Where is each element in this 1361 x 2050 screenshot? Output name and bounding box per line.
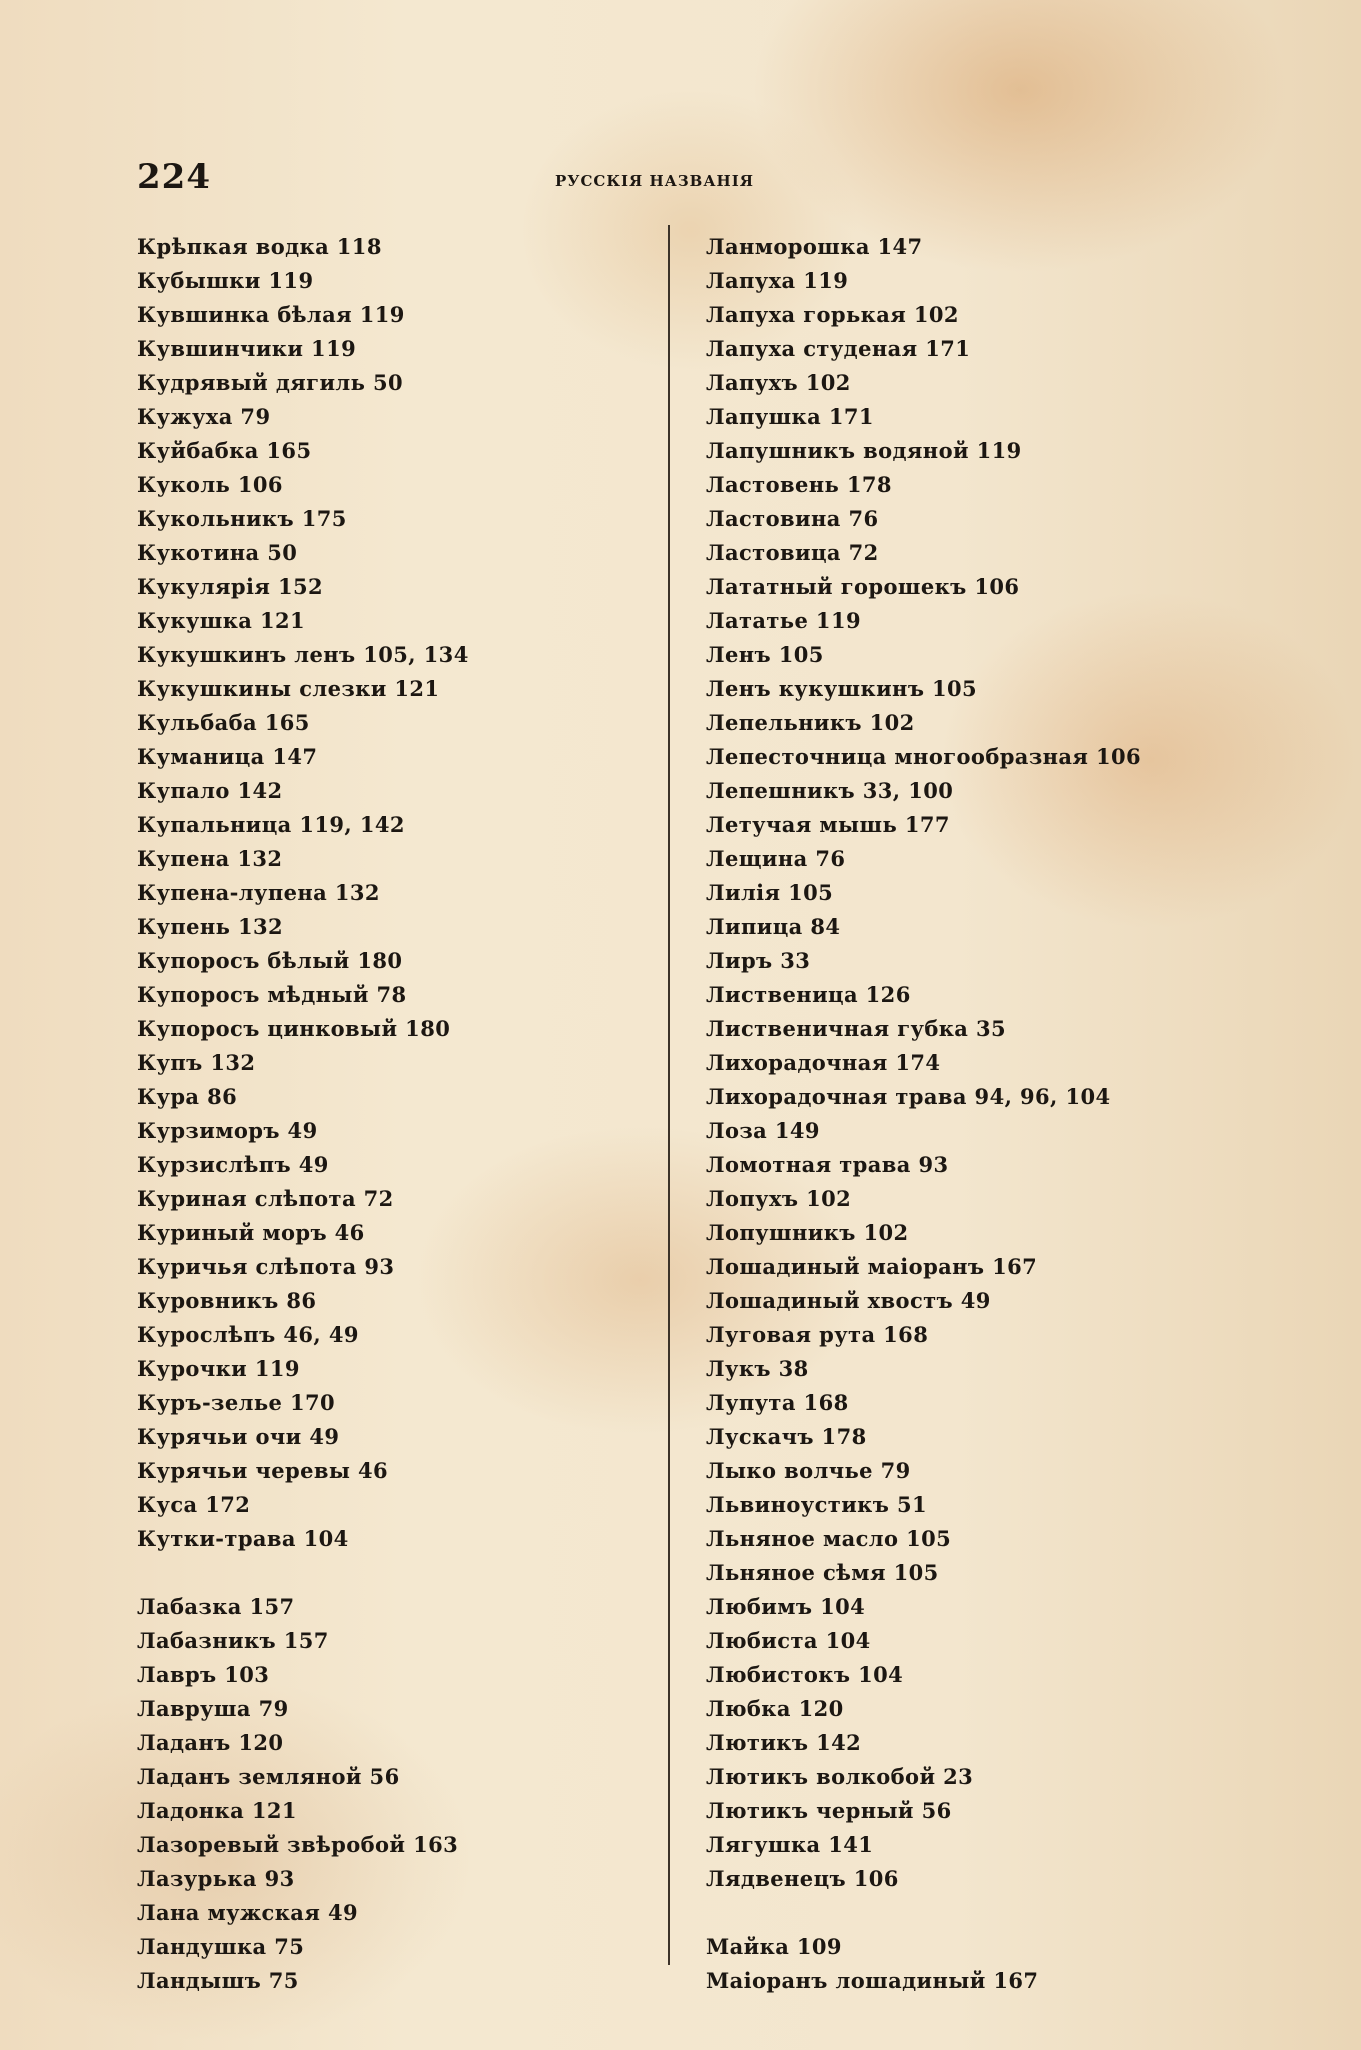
index-entry: Лютикъ волкобой 23 [706, 1764, 974, 1789]
index-entry: Кувшинка бѣлая 119 [137, 302, 405, 327]
index-entry: Кукулярія 152 [137, 574, 323, 599]
index-entry: Лускачъ 178 [706, 1424, 867, 1449]
index-entry: Ломотная трава 93 [706, 1152, 949, 1177]
index-entry: Лютикъ черный 56 [706, 1798, 952, 1823]
index-entry: Купень 132 [137, 914, 284, 939]
index-entry: Купоросъ бѣлый 180 [137, 948, 403, 973]
index-entry: Лошадиный маіоранъ 167 [706, 1254, 1038, 1279]
index-entry: Лабазникъ 157 [137, 1628, 329, 1653]
index-entry: Ландышъ 75 [137, 1968, 299, 1993]
index-entry: Крѣпкая водка 118 [137, 234, 382, 259]
index-entry: Купоросъ мѣдный 78 [137, 982, 407, 1007]
index-entry: Купена 132 [137, 846, 283, 871]
index-entry: Лупута 168 [706, 1390, 849, 1415]
index-entry: Лапуха горькая 102 [706, 302, 959, 327]
column-divider [668, 225, 670, 1965]
index-entry: Ладанъ 120 [137, 1730, 284, 1755]
index-entry: Ленъ кукушкинъ 105 [706, 676, 978, 701]
index-entry: Купена-лупена 132 [137, 880, 380, 905]
index-entry: Кукушкинъ ленъ 105, 134 [137, 642, 469, 667]
index-entry: Куричья слѣпота 93 [137, 1254, 395, 1279]
index-entry: Любимъ 104 [706, 1594, 866, 1619]
index-entry: Лавруша 79 [137, 1696, 289, 1721]
index-entry: Курзиморъ 49 [137, 1118, 318, 1143]
index-entry: Куровникъ 86 [137, 1288, 317, 1313]
index-entry: Кудрявый дягиль 50 [137, 370, 404, 395]
index-entry: Ладонка 121 [137, 1798, 297, 1823]
index-entry: Купоросъ цинковый 180 [137, 1016, 451, 1041]
index-entry: Ландушка 75 [137, 1934, 305, 1959]
index-entry: Лапушка 171 [706, 404, 874, 429]
index-entry: Лютикъ 142 [706, 1730, 862, 1755]
index-entry: Кутки-трава 104 [137, 1526, 349, 1551]
index-entry: Курячьи черевы 46 [137, 1458, 389, 1483]
index-entry: Лилія 105 [706, 880, 834, 905]
index-entry: Купъ 132 [137, 1050, 256, 1075]
index-entry: Куйбабка 165 [137, 438, 312, 463]
index-entry: Кукотина 50 [137, 540, 298, 565]
index-entry: Лыко волчье 79 [706, 1458, 911, 1483]
index-entry: Куса 172 [137, 1492, 251, 1517]
index-entry: Маіоранъ лошадиный 167 [706, 1968, 1039, 1993]
index-entry: Купало 142 [137, 778, 283, 803]
index-entry: Лана мужская 49 [137, 1900, 358, 1925]
index-entry: Лепесточница многообразная 106 [706, 744, 1142, 769]
index-entry: Лопушникъ 102 [706, 1220, 909, 1245]
index-entry: Лепешникъ 33, 100 [706, 778, 954, 803]
index-entry: Кукушкины слезки 121 [137, 676, 440, 701]
index-entry: Лукъ 38 [706, 1356, 809, 1381]
index-entry: Купальница 119, 142 [137, 812, 405, 837]
index-entry: Лоза 149 [706, 1118, 820, 1143]
index-entry: Лапуха студеная 171 [706, 336, 971, 361]
index-entry: Кульбаба 165 [137, 710, 310, 735]
index-entry: Львиноустикъ 51 [706, 1492, 927, 1517]
index-entry: Лазоревый звѣробой 163 [137, 1832, 459, 1857]
index-column-left [137, 230, 657, 1998]
index-entry: Курочки 119 [137, 1356, 300, 1381]
index-entry: Кура 86 [137, 1084, 238, 1109]
index-entry: Кужуха 79 [137, 404, 271, 429]
index-entry: Кукушка 121 [137, 608, 306, 633]
index-entry: Ленъ 105 [706, 642, 824, 667]
index-entry: Кукольникъ 175 [137, 506, 347, 531]
index-entry: Любка 120 [706, 1696, 844, 1721]
index-entry: Лиственица 126 [706, 982, 911, 1007]
page-number: 224 [137, 157, 211, 197]
section-gap [706, 1896, 1226, 1930]
index-entry: Лихорадочная трава 94, 96, 104 [706, 1084, 1111, 1109]
index-entry: Липица 84 [706, 914, 841, 939]
index-entry: Лабазка 157 [137, 1594, 295, 1619]
index-entry: Ластовица 72 [706, 540, 879, 565]
index-entry: Лядвенецъ 106 [706, 1866, 899, 1891]
index-entry: Лапуха 119 [706, 268, 849, 293]
index-entry: Лататный горошекъ 106 [706, 574, 1020, 599]
index-entry: Кувшинчики 119 [137, 336, 357, 361]
index-entry: Куръ-зелье 170 [137, 1390, 335, 1415]
index-entry: Лататье 119 [706, 608, 861, 633]
index-column-right [706, 230, 1226, 1998]
index-entry: Лазурька 93 [137, 1866, 295, 1891]
index-entry: Куколь 106 [137, 472, 283, 497]
index-entry: Курослѣпъ 46, 49 [137, 1322, 359, 1347]
index-entry: Курзислѣпъ 49 [137, 1152, 329, 1177]
index-entry: Лихорадочная 174 [706, 1050, 941, 1075]
index-entry: Лиственичная губка 35 [706, 1016, 1007, 1041]
index-entry: Лещина 76 [706, 846, 846, 871]
index-entry: Любиста 104 [706, 1628, 871, 1653]
running-title: РУССКІЯ НАЗВАНІЯ [555, 172, 754, 190]
index-entry: Ластовина 76 [706, 506, 879, 531]
index-entry: Летучая мышь 177 [706, 812, 950, 837]
index-entry: Лавръ 103 [137, 1662, 270, 1687]
index-entry: Ладанъ земляной 56 [137, 1764, 400, 1789]
index-entry: Лиръ 33 [706, 948, 811, 973]
index-entry: Майка 109 [706, 1934, 842, 1959]
index-entry: Ластовень 178 [706, 472, 892, 497]
index-entry: Лепельникъ 102 [706, 710, 915, 735]
index-entry: Куриный моръ 46 [137, 1220, 365, 1245]
index-entry: Лапушникъ водяной 119 [706, 438, 1022, 463]
index-entry: Лягушка 141 [706, 1832, 874, 1857]
index-entry: Лапухъ 102 [706, 370, 851, 395]
index-entry: Лошадиный хвостъ 49 [706, 1288, 991, 1313]
index-entry: Лопухъ 102 [706, 1186, 852, 1211]
index-entry: Льняное сѣмя 105 [706, 1560, 939, 1585]
index-entry: Куманица 147 [137, 744, 318, 769]
index-entry: Льняное масло 105 [706, 1526, 952, 1551]
index-entry: Кубышки 119 [137, 268, 314, 293]
index-entry: Куриная слѣпота 72 [137, 1186, 394, 1211]
index-entry: Ланморошка 147 [706, 234, 923, 259]
index-entry: Любистокъ 104 [706, 1662, 904, 1687]
index-entry: Луговая рута 168 [706, 1322, 929, 1347]
index-entry: Курячьи очи 49 [137, 1424, 340, 1449]
section-gap [137, 1556, 657, 1590]
